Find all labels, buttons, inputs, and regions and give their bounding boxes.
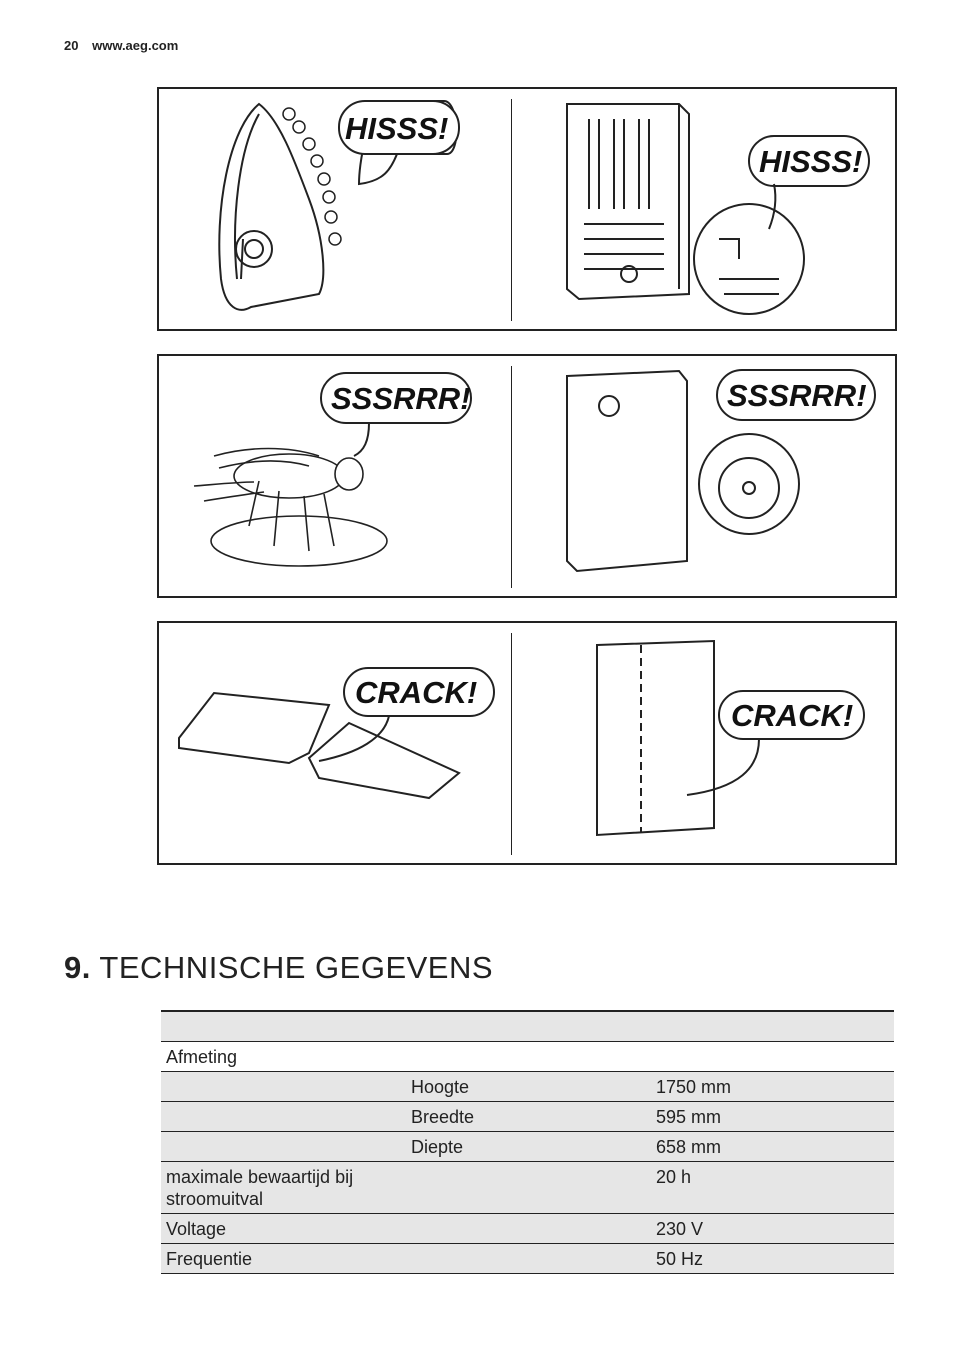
table-row (161, 1244, 894, 1274)
table-cell (406, 1011, 651, 1042)
fridge-back-icon (567, 104, 689, 299)
panel-divider (511, 99, 512, 321)
table-cell: Frequentie (161, 1244, 406, 1274)
technical-data-table (161, 1010, 894, 1274)
table-cell: 658 mm (651, 1132, 894, 1162)
table-cell (651, 1011, 894, 1042)
panel-divider (511, 366, 512, 588)
sound-text-left: SSSRRR! (331, 381, 471, 416)
sound-text-left: CRACK! (355, 675, 478, 710)
table-row (161, 1214, 894, 1244)
panel-divider (511, 633, 512, 855)
table-cell: 20 h (651, 1162, 894, 1214)
table-cell: 1750 mm (651, 1072, 894, 1102)
page-header (64, 38, 178, 53)
iron-icon (219, 104, 323, 310)
table-cell (161, 1102, 406, 1132)
table-cell: Breedte (406, 1102, 651, 1132)
sound-text-right: HISSS! (759, 144, 863, 179)
section-title: TECHNISCHE GEGEVENS (99, 950, 494, 985)
fridge-fan-icon (567, 371, 687, 571)
table-cell: 595 mm (651, 1102, 894, 1132)
table-cell (406, 1162, 651, 1214)
fly-icon (194, 449, 387, 567)
table-cell (161, 1072, 406, 1102)
sound-text-left: HISSS! (345, 111, 449, 146)
hiss-illustration (159, 89, 895, 329)
table-cell: Diepte (406, 1132, 651, 1162)
sssrrr-illustration (159, 356, 895, 596)
table-cell: 50 Hz (651, 1244, 894, 1274)
page-number: 20 (64, 38, 79, 53)
table-row (161, 1132, 894, 1162)
illustration-panel-crack (157, 621, 897, 865)
section-number: 9. (64, 950, 91, 985)
table-cell (651, 1042, 894, 1072)
sound-text-right: SSSRRR! (727, 378, 867, 413)
table-cell: Afmeting (166, 1047, 238, 1067)
illustration-panel-sssrrr (157, 354, 897, 598)
table-cell (161, 1011, 406, 1042)
table-cell (406, 1042, 651, 1072)
table-row (161, 1072, 894, 1102)
table-row (161, 1162, 894, 1214)
table-cell (161, 1132, 406, 1162)
illustration-panel-hiss (157, 87, 897, 331)
table-row (161, 1102, 894, 1132)
fridge-front-icon (597, 641, 714, 835)
table-cell (406, 1214, 651, 1244)
table-row (161, 1011, 894, 1042)
site-url: www.aeg.com (92, 38, 179, 53)
table-row (161, 1042, 894, 1072)
zoom-circle (694, 204, 804, 314)
sound-text-right: CRACK! (731, 698, 854, 733)
table-cell: Voltage (161, 1214, 406, 1244)
table-cell: 230 V (651, 1214, 894, 1244)
table-cell (406, 1244, 651, 1274)
table-cell: Hoogte (406, 1072, 651, 1102)
section-heading (64, 950, 493, 986)
table-cell: maximale bewaartijd bij stroomuitval (161, 1162, 406, 1214)
crack-illustration (159, 623, 895, 863)
